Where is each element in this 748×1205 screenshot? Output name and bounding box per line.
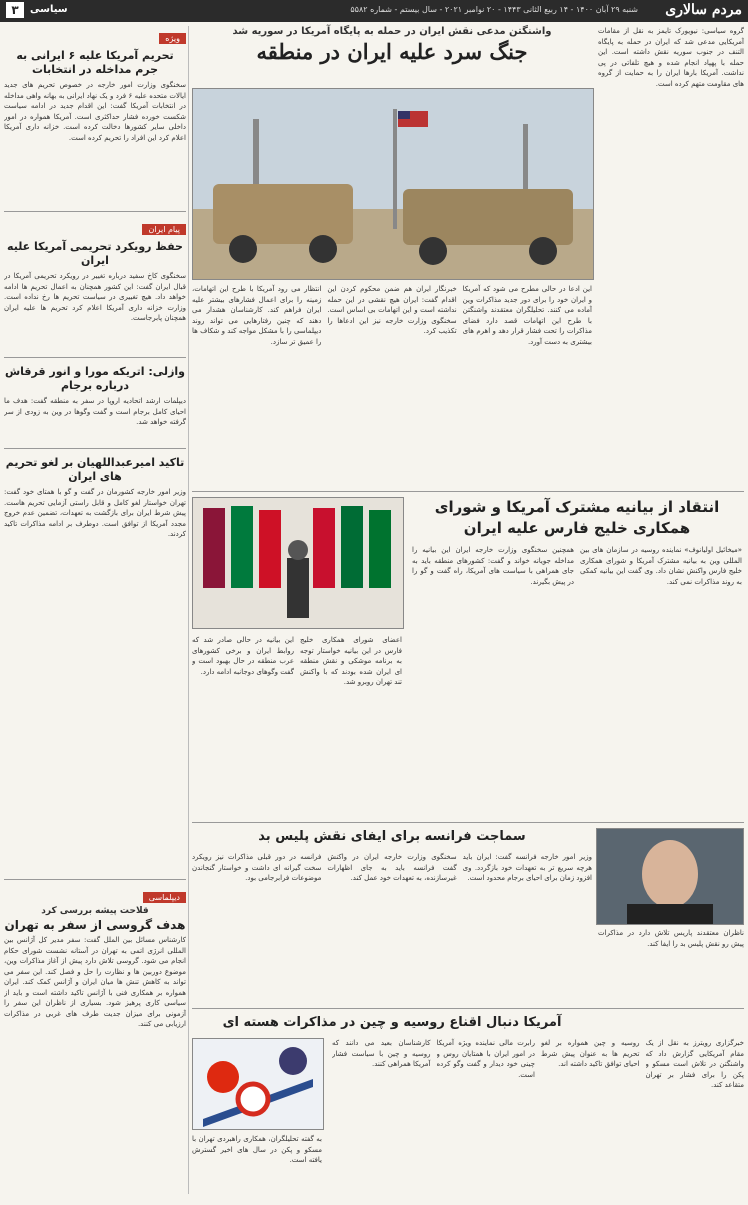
news-title: وازلی: اتریکه مورا و انور قرقاش درباره برجام	[4, 365, 186, 392]
divider	[4, 448, 186, 449]
story-headline: آمریکا دنبال اقناع روسیه و چین در مذاکرات هسته ای	[222, 1015, 562, 1030]
gcc-statement-story	[192, 497, 744, 817]
story-headline: انتقاد از بیانیه مشترک آمریکا و شورای همکاری خلیج فارس علیه ایران	[434, 498, 720, 537]
kicker-badge: ویژه	[159, 33, 186, 44]
column-divider	[188, 26, 189, 1194]
news-body: کارشناس مسائل بین الملل گفت: سفر مدیر کل آژانس بین المللی انرژی اتمی به تهران در آستانه نشست شورای حکام انجام می شود. گروسی تلاش دارد پیش از آغاز مذاکرات وین، موضوع دوربین ها و نظارت را حل و فصل کند. این سفر می تواند به کاهش تنش ها میان ایران و آژانس کمک کند. ایران همواره بر همکاری فنی با آژانس تاکید داشته است و باید از سیاسی کاری پرهیز شود. بسیاری از ناظران این سفر را آزمونی برای میزان جدیت طرف های غربی در مذاکرات ارزیابی می کنند.	[4, 936, 186, 1028]
story-body: به گفته تحلیلگران، همکاری راهبردی تهران با مسکو و پکن در سال های اخیر گسترش یافته است.	[192, 1135, 322, 1164]
divider	[192, 491, 744, 492]
news-body: دیپلمات ارشد اتحادیه اروپا در سفر به منطقه گفت: هدف ما احیای کامل برجام است و گفت وگوها در وین به زودی از سر گرفته خواهد شد.	[4, 397, 186, 426]
military-vehicles-photo	[192, 88, 594, 280]
sidebar-news-4	[4, 454, 186, 874]
news-body: سخنگوی وزارت امور خارجه در خصوص تحریم های جدید ایالات متحده علیه ۶ فرد و یک نهاد ایرانی به بهانه واهی مداخله در انتخابات آمریکا گفت: این اقدام جدید در ادامه سیاست شکست خورده فشار حداکثری است. آمریکا همواره در امور داخلی سایر کشورها دخالت کرده است. خزانه داری آمریکا اعلام کرد این افراد را تحریم کرده است.	[4, 81, 186, 142]
news-subtitle: قلاحت پیشه بررسی کرد	[41, 906, 149, 916]
news-title: تحریم آمریکا علیه ۶ ایرانی به جرم مداخله در انتخابات	[16, 49, 174, 76]
page-number: ۳	[6, 2, 24, 18]
story-body: این بیانیه در حالی صادر شد که روابط ایران و برخی کشورهای عرب منطقه در حال بهبود است و گفت وگوهای دوجانبه ادامه دارد.	[192, 636, 294, 676]
story-body: گروه سیاسی: نیویورک تایمز به نقل از مقامات آمریکایی مدعی شد که ایران در حمله به پایگاه التنف در جنوب سوریه نقش داشته است. این حمله با پهپاد انجام شده و هیچ تلفاتی در پی نداشت. آمریکا بارها ایران را به حمایت از گروه های مقاومت متهم کرده است.	[598, 27, 744, 88]
sidebar-news-1	[4, 26, 186, 206]
sidebar-news-3	[4, 363, 186, 443]
photo-illustration	[193, 89, 593, 279]
france-story	[192, 828, 744, 1003]
flags-summit-photo	[192, 497, 404, 629]
story-body: انتظار می رود آمریکا با طرح این اتهامات، زمینه را برای اعمال فشارهای بیشتر علیه ایران فراهم کند. کارشناسان هشدار می دهند که چنین رفتارهایی می تواند روند دیپلماسی را با مشکل مواجه کند و شکاف ها را عمیق تر سازد.	[192, 285, 322, 346]
lead-story	[192, 26, 744, 486]
story-headline: جنگ سرد علیه ایران در منطقه	[256, 39, 528, 64]
story-columns	[192, 852, 592, 1000]
divider	[192, 822, 744, 823]
story-body: کارشناسان بعید می دانند که روسیه و چین با سیاست فشار آمریکا همراهی کنند.	[332, 1039, 431, 1068]
news-body: سخنگوی کاخ سفید درباره تغییر در رویکرد تحریمی آمریکا در قبال ایران گفت: این کشور همچنان به اعمال تحریم ها ادامه خواهد داد. هیچ تغییری در سیاست تحریم ها رخ نداده است. وزارت خزانه داری آمریکا اعلام کرد تحریم ها علیه ایران همچنان پابرجاست.	[4, 272, 186, 322]
divider	[4, 357, 186, 358]
story-body: روسیه و چین همواره بر لغو تحریم ها به عنوان پیش شرط احیای توافق تاکید داشته اند.	[541, 1039, 640, 1068]
news-title: حفظ رویکرد تحریمی آمریکا علیه ایران	[7, 240, 183, 267]
sidebar-column	[4, 26, 186, 1194]
story-kicker: واشنگتن مدعی نقش ایران در حمله به پایگاه آمریکا در سوریه شد	[232, 26, 552, 37]
story-body: ناظران معتقدند پاریس تلاش دارد در مذاکرات پیش رو نقش پلیس بد را ایفا کند.	[598, 929, 744, 948]
flags-balls-illustration	[192, 1038, 324, 1130]
photo-illustration	[193, 498, 403, 628]
photo-illustration	[193, 1039, 323, 1129]
story-body: رابرت مالی نماینده ویژه آمریکا در امور ایران با همتایان روس و چینی خود دیدار و گفت وگو کرده است.	[436, 1039, 535, 1079]
story-columns	[192, 284, 592, 480]
divider	[4, 879, 186, 880]
kicker-badge: پیام ایران	[142, 224, 186, 235]
story-headline: سماجت فرانسه برای ایفای نقش پلیس بد	[258, 829, 526, 844]
story-body: وزیر امور خارجه فرانسه گفت: ایران باید هرچه سریع تر به تعهدات خود بازگردد. وی افزود زمان برای احیای برجام محدود است.	[462, 853, 592, 882]
divider	[192, 1008, 744, 1009]
news-title: هدف گروسی از سفر به تهران	[4, 918, 186, 932]
news-title: تاکید امیرعبداللهیان بر لغو تحریم های ایران	[5, 456, 185, 483]
newspaper-logo: مردم سالاری	[665, 2, 742, 18]
divider	[4, 211, 186, 212]
story-columns	[192, 635, 402, 815]
story-columns	[332, 1038, 744, 1201]
story-body: خبرگزاری رویترز به نقل از یک مقام آمریکایی گزارش داد که واشنگتن در تلاش است مسکو و پکن را برای فشار بر تهران متقاعد کند.	[645, 1039, 744, 1089]
russia-china-story	[192, 1014, 744, 1204]
masthead-bar	[0, 0, 748, 22]
sidebar-news-2	[4, 217, 186, 352]
issue-info: شنبه ۲۹ آبان ۱۴۰۰ - ۱۴ ربیع الثانی ۱۴۴۳ - ۲۰ نوامبر ۲۰۲۱ - سال بیستم - شماره ۵۵۸۲	[350, 5, 638, 14]
photo-illustration	[597, 829, 743, 924]
story-body: خبرنگار ایران هم ضمن محکوم کردن این اقدام گفت: ایران هیچ نقشی در این حمله نداشته است و این اتهامات بی اساس است. سخنگوی وزارت خارجه نیز این ادعاها را تکذیب کرد.	[327, 285, 457, 335]
story-body: فرانسه در دور قبلی مذاکرات نیز رویکرد سخت گیرانه ای داشت و خواستار گنجاندن موضوعات فرابرجامی بود.	[192, 853, 322, 882]
section-name: سیاسی	[30, 4, 68, 15]
sidebar-news-5	[4, 885, 186, 1205]
minister-portrait-photo	[596, 828, 744, 925]
news-body: وزیر امور خارجه کشورمان در گفت و گو با همتای خود گفت: تهران خواستار لغو کامل و قابل راستی آزمایی تحریم هاست. پیش شرط ایران برای بازگشت به تعهدات، تضمین عدم خروج مجدد آمریکا از توافق است. دوطرف بر ادامه مذاکرات تاکید کردند.	[4, 488, 186, 538]
story-body: «میخائیل اولیانوف» نماینده روسیه در سازمان های بین المللی وین به بیانیه مشترک آمریکا و شورای همکاری خلیج فارس واکنش نشان داد. وی گفت این بیانیه کمکی به روند مذاکرات نمی کند.	[580, 546, 742, 586]
story-body: این ادعا در حالی مطرح می شود که آمریکا و ایران خود را برای دور جدید مذاکرات وین آماده می کنند. تحلیلگران معتقدند واشنگتن با طرح این اتهامات قصد دارد فضای مذاکرات را تحت فشار قرار دهد و اهرم های بیشتری به دست آورد.	[462, 285, 592, 346]
main-column	[192, 26, 744, 1194]
kicker-badge: دیپلماسی	[143, 892, 186, 903]
story-body: همچنین سخنگوی وزارت خارجه ایران این بیانیه را مداخله جویانه خواند و گفت: کشورهای منطقه باید به جای همراهی با سیاست های آمریکا، راه گفت و گو را در پیش بگیرند.	[412, 546, 574, 586]
story-body: اعضای شورای همکاری خلیج فارس در این بیانیه خواستار توجه به برنامه موشکی و نقش منطقه ای ایران شده بودند که با واکنش تند تهران روبرو شد.	[300, 636, 402, 686]
story-body: سخنگوی وزارت خارجه ایران در واکنش گفت فرانسه باید به جای اظهارات غیرسازنده، به تعهدات خود عمل کند.	[327, 853, 457, 882]
story-columns	[412, 545, 742, 815]
